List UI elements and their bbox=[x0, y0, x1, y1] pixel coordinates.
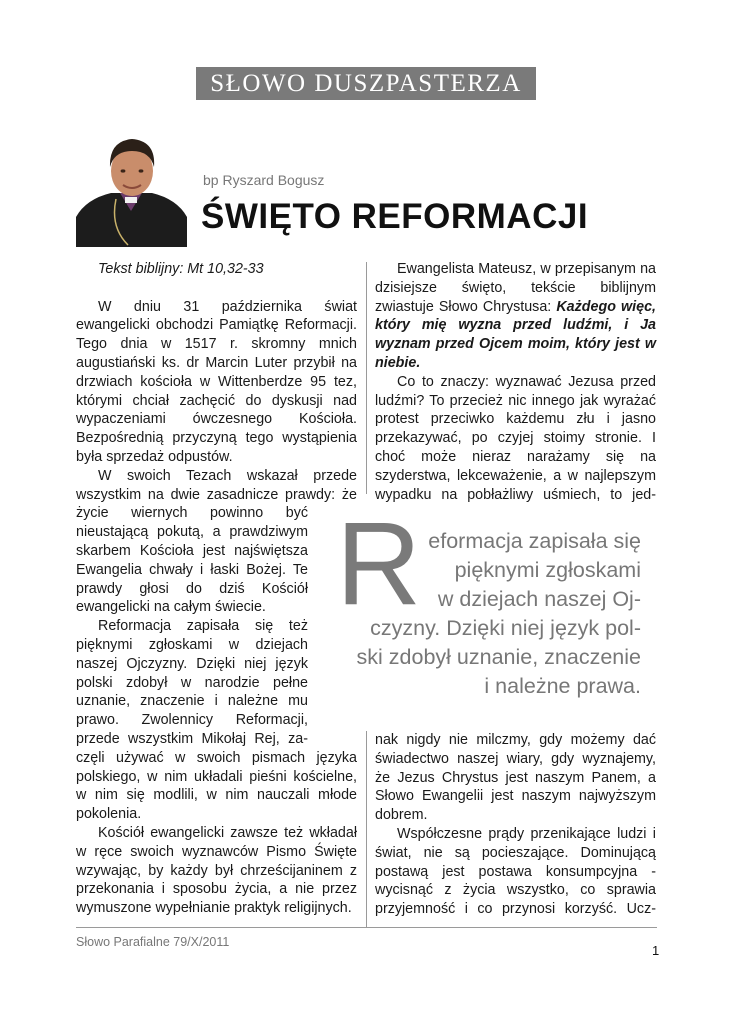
pullquote bbox=[328, 527, 641, 701]
footer-rule bbox=[76, 927, 657, 928]
bible-reference: Tekst biblijny: Mt 10,32-33 bbox=[98, 261, 264, 277]
footer-publication: Słowo Parafialne 79/X/2011 bbox=[76, 935, 230, 949]
paragraph: Co to znaczy: wyznawać Jezusa przed ludźmi? To przecież nic innego jak wyrażać protest przeciwko każdemu złu i jasno przekazywać, po czyjej stoimy stronie. I choć może nieraz narażamy się na szyderstwa, lekceważenie, a w najlepszym wypadku na pobłażliwy uśmiech, to jed- bbox=[375, 373, 656, 503]
pullquote-line: w dziejach naszej Oj- bbox=[437, 587, 641, 611]
pullquote-line: pięknymi zgłoskami bbox=[454, 558, 641, 582]
article-title: ŚWIĘTO REFORMACJI bbox=[201, 197, 589, 236]
paragraph: częli używać w swoich pismach języka polskiego, w nim układali pieśni kościelne, w nim się modlili, w nim nauczali młode pokolenia. bbox=[76, 749, 357, 823]
pullquote-line: czyzny. Dzięki niej język pol- bbox=[370, 616, 641, 640]
column-divider bbox=[366, 262, 367, 494]
narrow-text-block bbox=[76, 504, 308, 748]
right-column bbox=[375, 260, 656, 504]
pullquote-line: ski zdobył uznanie, znaczenie bbox=[356, 645, 641, 669]
paragraph: W swoich Tezach wskazał przede wszystkim na dwie zasadnicze prawdy: że bbox=[76, 467, 357, 503]
paragraph: Reformacja zapisała się też pięknymi zgłoskami w dziejach naszej Ojczyzny. Dzięki niej język polski zdobył w narodzie pełne uznanie, znaczenie i należne mu prawo. Zwolennicy Reformacji, przede wszystkim Mikołaj Rej, za- bbox=[76, 618, 308, 747]
section-banner: SŁOWO DUSZPASTERZA bbox=[196, 67, 536, 100]
paragraph bbox=[375, 260, 656, 373]
paragraph: Kościół ewangelicki zawsze też wkładał w ręce swoich wyznawców Pismo Święte wzywając, by każdy był chrześcijaninem z przekonania i sposobu życia, a nie przez wymuszone wypełnianie praktyk religijnych. bbox=[76, 824, 357, 917]
author-portrait-image bbox=[76, 127, 187, 247]
pullquote-line: eformacja zapisała się bbox=[428, 529, 641, 553]
paragraph: W dniu 31 października świat ewangelicki obchodzi Pamiątkę Reformacji. Tego dnia w 1517 r. skromny mnich augustiański ks. dr Marcin Luter przybił na drzwiach kościoła w Wittenberdze 95 tez, którymi chciał zachęcić do dyskusji nad wypaczeniami ówczesnego Kościoła. Bezpośrednią przyczyną tego wystąpienia była sprzedaż odpustów. bbox=[76, 298, 357, 465]
paragraph: nak nigdy nie milczmy, gdy możemy dać świadectwo naszej wiary, gdy wyznajemy, że Jezus Chrystus jest naszym Panem, a Słowo Ewangelii jest naszym najwyższym dobrem. bbox=[375, 732, 656, 824]
left-column bbox=[76, 260, 357, 918]
author-name: bp Ryszard Bogusz bbox=[203, 172, 325, 188]
right-column-continued bbox=[375, 731, 656, 919]
page-number: 1 bbox=[652, 943, 660, 958]
column-divider bbox=[366, 731, 367, 927]
author-photo bbox=[76, 127, 187, 247]
paragraph-intro: Ewangelista Mateusz, w przepisanym na dzisiejsze święto, tekście biblijnym zwiastuje Słowo Chrystusa: bbox=[375, 261, 656, 315]
paragraph: życie wiernych powinno być nieustającą pokutą, a prawdziwym skarbem Kościoła jest najświętsza Ewangelia chwały i łaski Bożej. Te prawdy głosi do dziś Kościół ewangelicki na całym świecie. bbox=[76, 505, 308, 616]
pullquote-dropcap: R bbox=[336, 498, 422, 630]
scripture-quote: Każdego więc, który mię wyzna przed ludźmi, i Ja wyznam przed Ojcem moim, który jest w niebie. bbox=[375, 298, 656, 371]
pullquote-line: i należne prawa. bbox=[484, 674, 641, 698]
paragraph: Współczesne prądy przenikające ludzi i świat, nie są pocieszające. Dominującą postawą jest postawa konsumpcyjna - wycisnąć z życia wszystko, co sprawia przyjemność i co przynosi korzyść. Ucz- bbox=[375, 825, 656, 918]
